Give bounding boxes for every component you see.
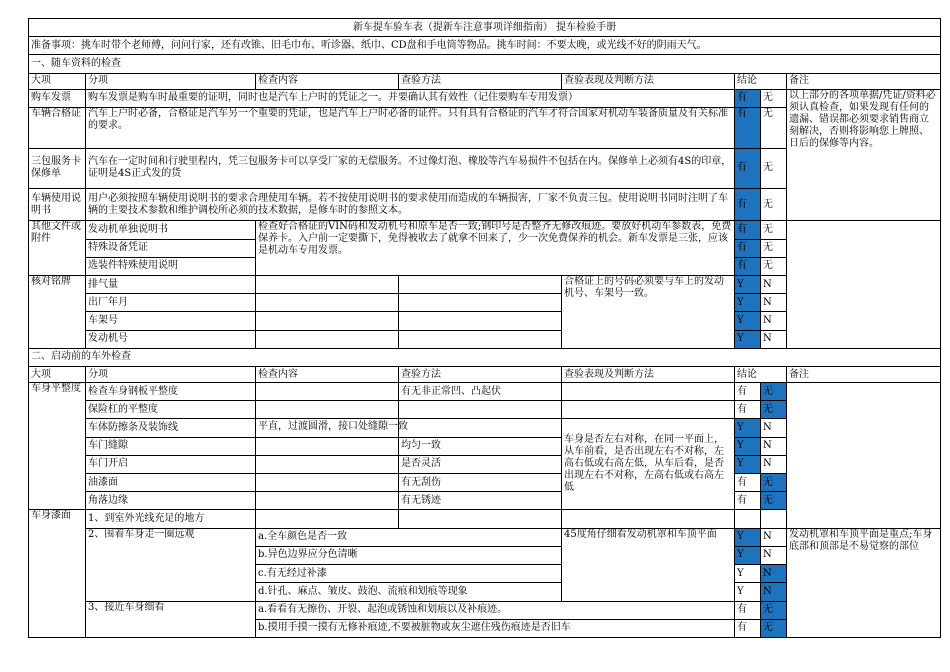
yes-cell[interactable]: 有 bbox=[735, 401, 761, 419]
yes-cell[interactable]: Y bbox=[735, 330, 761, 348]
header-cell: 结论 bbox=[735, 367, 787, 383]
yes-cell[interactable]: 有 bbox=[735, 474, 761, 492]
yes-cell[interactable]: 有 bbox=[735, 221, 761, 239]
sub-cell: 角落边缘 bbox=[86, 492, 256, 510]
yes-cell[interactable]: Y bbox=[735, 528, 761, 546]
sub-cell: 出厂年月 bbox=[86, 294, 256, 312]
method-cell: 均匀一致 bbox=[399, 437, 562, 455]
item-cell: 车身平整度 bbox=[29, 383, 86, 510]
yes-cell[interactable]: 有 bbox=[735, 107, 761, 148]
sheet-title: 新车提车验车表（提新车注意事项详细指南） 提车检验手册 bbox=[29, 19, 941, 37]
prep-note: 准备事项：挑车时带个老师傅，问问行家，还有改锥、旧毛巾布、听诊器、纸巾、CD盘和手电筒等物品。挑车时间：不要太晚，或光线不好的阴雨天气。 bbox=[29, 37, 941, 55]
yes-cell[interactable]: Y bbox=[735, 294, 761, 312]
header-cell: 大项 bbox=[29, 367, 86, 383]
sub-cell: 车门开启 bbox=[86, 455, 256, 473]
remark-cell: 以上部分的各项单据/凭证/资料必须认真检查，如果发现有任何的遗漏、错误都必须要求销售商立刻解决，否则将影响您上牌照、日后的保修等内容。 bbox=[787, 89, 941, 221]
sub-cell: 车门缝隙 bbox=[86, 437, 256, 455]
desc-cell: 汽车在一定时间和行驶里程内，凭三包服务卡可以享受厂家的无偿服务。不过像灯泡、橡胶等汽车易损件不包括在内。保修单上必须有4S的印章，证明是4S正式发的货 bbox=[86, 148, 735, 189]
header-cell: 查验方法 bbox=[399, 367, 562, 383]
header-cell: 结论 bbox=[735, 73, 787, 89]
yes-cell[interactable]: 有 bbox=[735, 148, 761, 189]
desc-cell: 汽车上户时必备，合格证是汽车另一个重要的凭证，也是汽车上户时必备的证件。只有具有合格证的汽车才符合国家对机动车装备质量及有关标准的要求。 bbox=[86, 107, 735, 148]
method-cell bbox=[399, 401, 562, 419]
content-cell: b.异色边界应分色清晰 bbox=[256, 546, 562, 564]
sub-cell: 发动机单独说明书 bbox=[86, 221, 256, 239]
content-text: 平直，过渡圆滑，接口处缝隙一致 bbox=[258, 421, 408, 433]
no-cell[interactable]: N bbox=[761, 275, 787, 293]
yes-cell[interactable]: 有 bbox=[735, 383, 761, 401]
yes-cell[interactable]: 有 bbox=[735, 239, 761, 257]
inspection-sheet bbox=[28, 18, 941, 638]
method-cell bbox=[399, 312, 562, 330]
header-cell: 备注 bbox=[787, 367, 941, 383]
yes-cell[interactable]: Y bbox=[735, 312, 761, 330]
method-cell bbox=[399, 275, 562, 293]
sub-cell: 保险杠的平整度 bbox=[86, 401, 256, 419]
header-row bbox=[29, 367, 941, 383]
content-cell bbox=[256, 294, 399, 312]
content-cell bbox=[256, 474, 399, 492]
header-cell: 查验表现及判断方法 bbox=[562, 367, 735, 383]
item-cell: 车身漆面 bbox=[29, 510, 86, 638]
no-cell[interactable]: 无 bbox=[761, 89, 787, 107]
method-cell: 有无刮伤 bbox=[399, 474, 562, 492]
yes-cell[interactable]: Y bbox=[735, 419, 761, 437]
content-cell: c.有无经过补漆 bbox=[256, 565, 562, 583]
desc-cell: 用户必须按照车辆使用说明书的要求合理使用车辆。若不按使用说明书的要求使用而造成的车辆损害，厂家不负责三包。使用说明书同时注明了车辆的主要技术参数和维护调校所必须的技术数据，是修车时的参照文本。 bbox=[86, 189, 735, 221]
no-cell[interactable]: 无 bbox=[761, 189, 787, 221]
yes-cell[interactable]: 有 bbox=[735, 492, 761, 510]
item-cell: 车辆使用说明书 bbox=[29, 189, 86, 221]
header-cell: 大项 bbox=[29, 73, 86, 89]
content-cell bbox=[256, 419, 408, 437]
content-cell bbox=[256, 455, 399, 473]
content-cell bbox=[256, 510, 399, 528]
judge-cell bbox=[562, 510, 735, 528]
table-row bbox=[29, 221, 941, 239]
header-cell: 查验表现及判断方法 bbox=[562, 73, 735, 89]
yes-cell[interactable]: 有 bbox=[735, 619, 761, 637]
no-cell[interactable]: 无 bbox=[761, 601, 787, 619]
no-cell[interactable]: N bbox=[761, 312, 787, 330]
sub-cell: 选装件特殊使用说明 bbox=[86, 257, 256, 275]
judge-cell: 45度角仔细看发动机罩和车顶平面 bbox=[562, 528, 735, 601]
header-row bbox=[29, 73, 941, 89]
method-cell bbox=[399, 510, 562, 528]
no-cell[interactable]: 无 bbox=[761, 383, 787, 401]
content-cell bbox=[256, 437, 399, 455]
judge-cell: 车身是否左右对称，在同一平面上，从车前看，是否出现左右不对称，左高右低或右高左低，从车后看，是否出现左右不对称，左高右低或右高左低 bbox=[562, 419, 735, 510]
content-cell: b.摸用手摸一摸有无修补痕迹,不要被脏物或灰尘遮住残伤痕迹是否旧车 bbox=[256, 619, 735, 637]
header-cell: 检查内容 bbox=[256, 367, 399, 383]
remark-cell: 发动机罩和车顶平面是重点;车身底部和顶部是不易觉察的部位 bbox=[787, 528, 941, 637]
no-cell[interactable]: 无 bbox=[761, 619, 787, 637]
judge-cell: 合格证上的号码必须要与车上的发动机号、车架号一致。 bbox=[562, 275, 735, 348]
yes-cell[interactable]: Y bbox=[735, 565, 761, 583]
header-cell: 检查内容 bbox=[256, 73, 399, 89]
yes-cell[interactable]: Y bbox=[735, 546, 761, 564]
no-cell[interactable]: 无 bbox=[761, 257, 787, 275]
yes-cell[interactable]: Y bbox=[735, 455, 761, 473]
yes-cell[interactable]: 有 bbox=[735, 189, 761, 221]
header-cell: 分项 bbox=[86, 367, 256, 383]
item-cell: 三包服务卡保修单 bbox=[29, 148, 86, 189]
no-cell[interactable]: N bbox=[761, 330, 787, 348]
content-cell bbox=[256, 401, 399, 419]
item-cell: 其他文件或附件 bbox=[29, 221, 86, 276]
content-cell: a.全车颜色是否一致 bbox=[256, 528, 562, 546]
no-cell[interactable]: N bbox=[761, 528, 787, 546]
yes-cell[interactable]: 有 bbox=[735, 89, 761, 107]
content-cell: d.针孔、麻点、皱皮、鼓泡、流痕和划痕等现象 bbox=[256, 583, 562, 601]
sub-cell: 排气量 bbox=[86, 275, 256, 293]
content-cell bbox=[256, 492, 399, 510]
content-cell: a.看看有无擦伤、开裂、起泡或锈蚀和划痕以及补痕迹。 bbox=[256, 601, 735, 619]
no-cell[interactable]: N bbox=[761, 294, 787, 312]
no-cell[interactable]: 无 bbox=[761, 401, 787, 419]
table-row bbox=[29, 383, 941, 401]
header-cell: 分项 bbox=[86, 73, 256, 89]
yes-cell[interactable]: Y bbox=[735, 583, 761, 601]
no-cell[interactable]: N bbox=[761, 583, 787, 601]
sub-cell: 车体防擦条及装饰线 bbox=[86, 419, 256, 437]
sub-cell: 特殊设备凭证 bbox=[86, 239, 256, 257]
content-cell bbox=[256, 383, 399, 401]
method-cell: 是否灵活 bbox=[399, 455, 562, 473]
no-cell[interactable]: N bbox=[761, 455, 787, 473]
remark-cell bbox=[787, 383, 941, 529]
item-cell: 车辆合格证 bbox=[29, 107, 86, 148]
header-cell: 备注 bbox=[787, 73, 941, 89]
sub-cell: 车架号 bbox=[86, 312, 256, 330]
content-cell bbox=[256, 330, 399, 348]
no-cell[interactable]: N bbox=[761, 437, 787, 455]
yes-cell[interactable]: Y bbox=[735, 275, 761, 293]
table-row bbox=[29, 528, 941, 546]
method-cell: 有无非正常凹、凸起伏 bbox=[399, 383, 562, 401]
no-cell[interactable]: 无 bbox=[761, 239, 787, 257]
no-cell[interactable]: N bbox=[761, 546, 787, 564]
section-title: 一、随车资料的检查 bbox=[29, 55, 941, 73]
yes-cell[interactable]: 有 bbox=[735, 601, 761, 619]
header-cell: 查验方法 bbox=[399, 73, 562, 89]
table-row bbox=[29, 89, 941, 107]
judge-cell bbox=[562, 383, 735, 401]
yes-cell[interactable]: 有 bbox=[735, 257, 761, 275]
content-cell bbox=[256, 275, 399, 293]
sub-cell: 发动机号 bbox=[86, 330, 256, 348]
remark-cell bbox=[787, 221, 941, 348]
sub-cell: 3、接近车身细看 bbox=[86, 601, 256, 638]
method-cell: 有无锈迹 bbox=[399, 492, 562, 510]
section-title: 二、启动前的车外检查 bbox=[29, 348, 941, 366]
method-cell bbox=[399, 294, 562, 312]
no-cell[interactable]: 无 bbox=[761, 474, 787, 492]
method-cell bbox=[399, 330, 562, 348]
yes-cell[interactable]: Y bbox=[735, 437, 761, 455]
sub-cell: 油漆面 bbox=[86, 474, 256, 492]
sub-cell: 1、到室外光线充足的地方 bbox=[86, 510, 256, 528]
no-cell[interactable]: N bbox=[761, 565, 787, 583]
item-cell: 购车发票 bbox=[29, 89, 86, 107]
no-cell bbox=[761, 510, 787, 528]
judge-cell bbox=[562, 401, 735, 419]
sub-cell: 检查车身钢板平整度 bbox=[86, 383, 256, 401]
no-cell[interactable]: 无 bbox=[761, 221, 787, 239]
no-cell[interactable]: 无 bbox=[761, 148, 787, 189]
sub-cell: 2、围着车身走一圈远观 bbox=[86, 528, 256, 601]
desc-cell: 购车发票是购车时最重要的证明，同时也是汽车上户时的凭证之一。并要确认其有效性（记住要购车专用发票） bbox=[86, 89, 735, 107]
no-cell[interactable]: N bbox=[761, 419, 787, 437]
yes-cell bbox=[735, 510, 761, 528]
item-cell: 核对铭牌 bbox=[29, 275, 86, 348]
no-cell[interactable]: 无 bbox=[761, 107, 787, 148]
method-cell bbox=[399, 419, 562, 437]
content-cell: 检查好合格证的VIN码和发动机号和原车是否一致;钢印号是否整齐无修改痕迹。要放好机动车参数表，免费保养卡。入户前一定要撕下，免得被收去了就拿不回来了，少一次免费保养的机会。新车发票是三张，应该是机动车专用发票。 bbox=[256, 221, 735, 276]
content-cell bbox=[256, 312, 399, 330]
no-cell[interactable]: 无 bbox=[761, 492, 787, 510]
